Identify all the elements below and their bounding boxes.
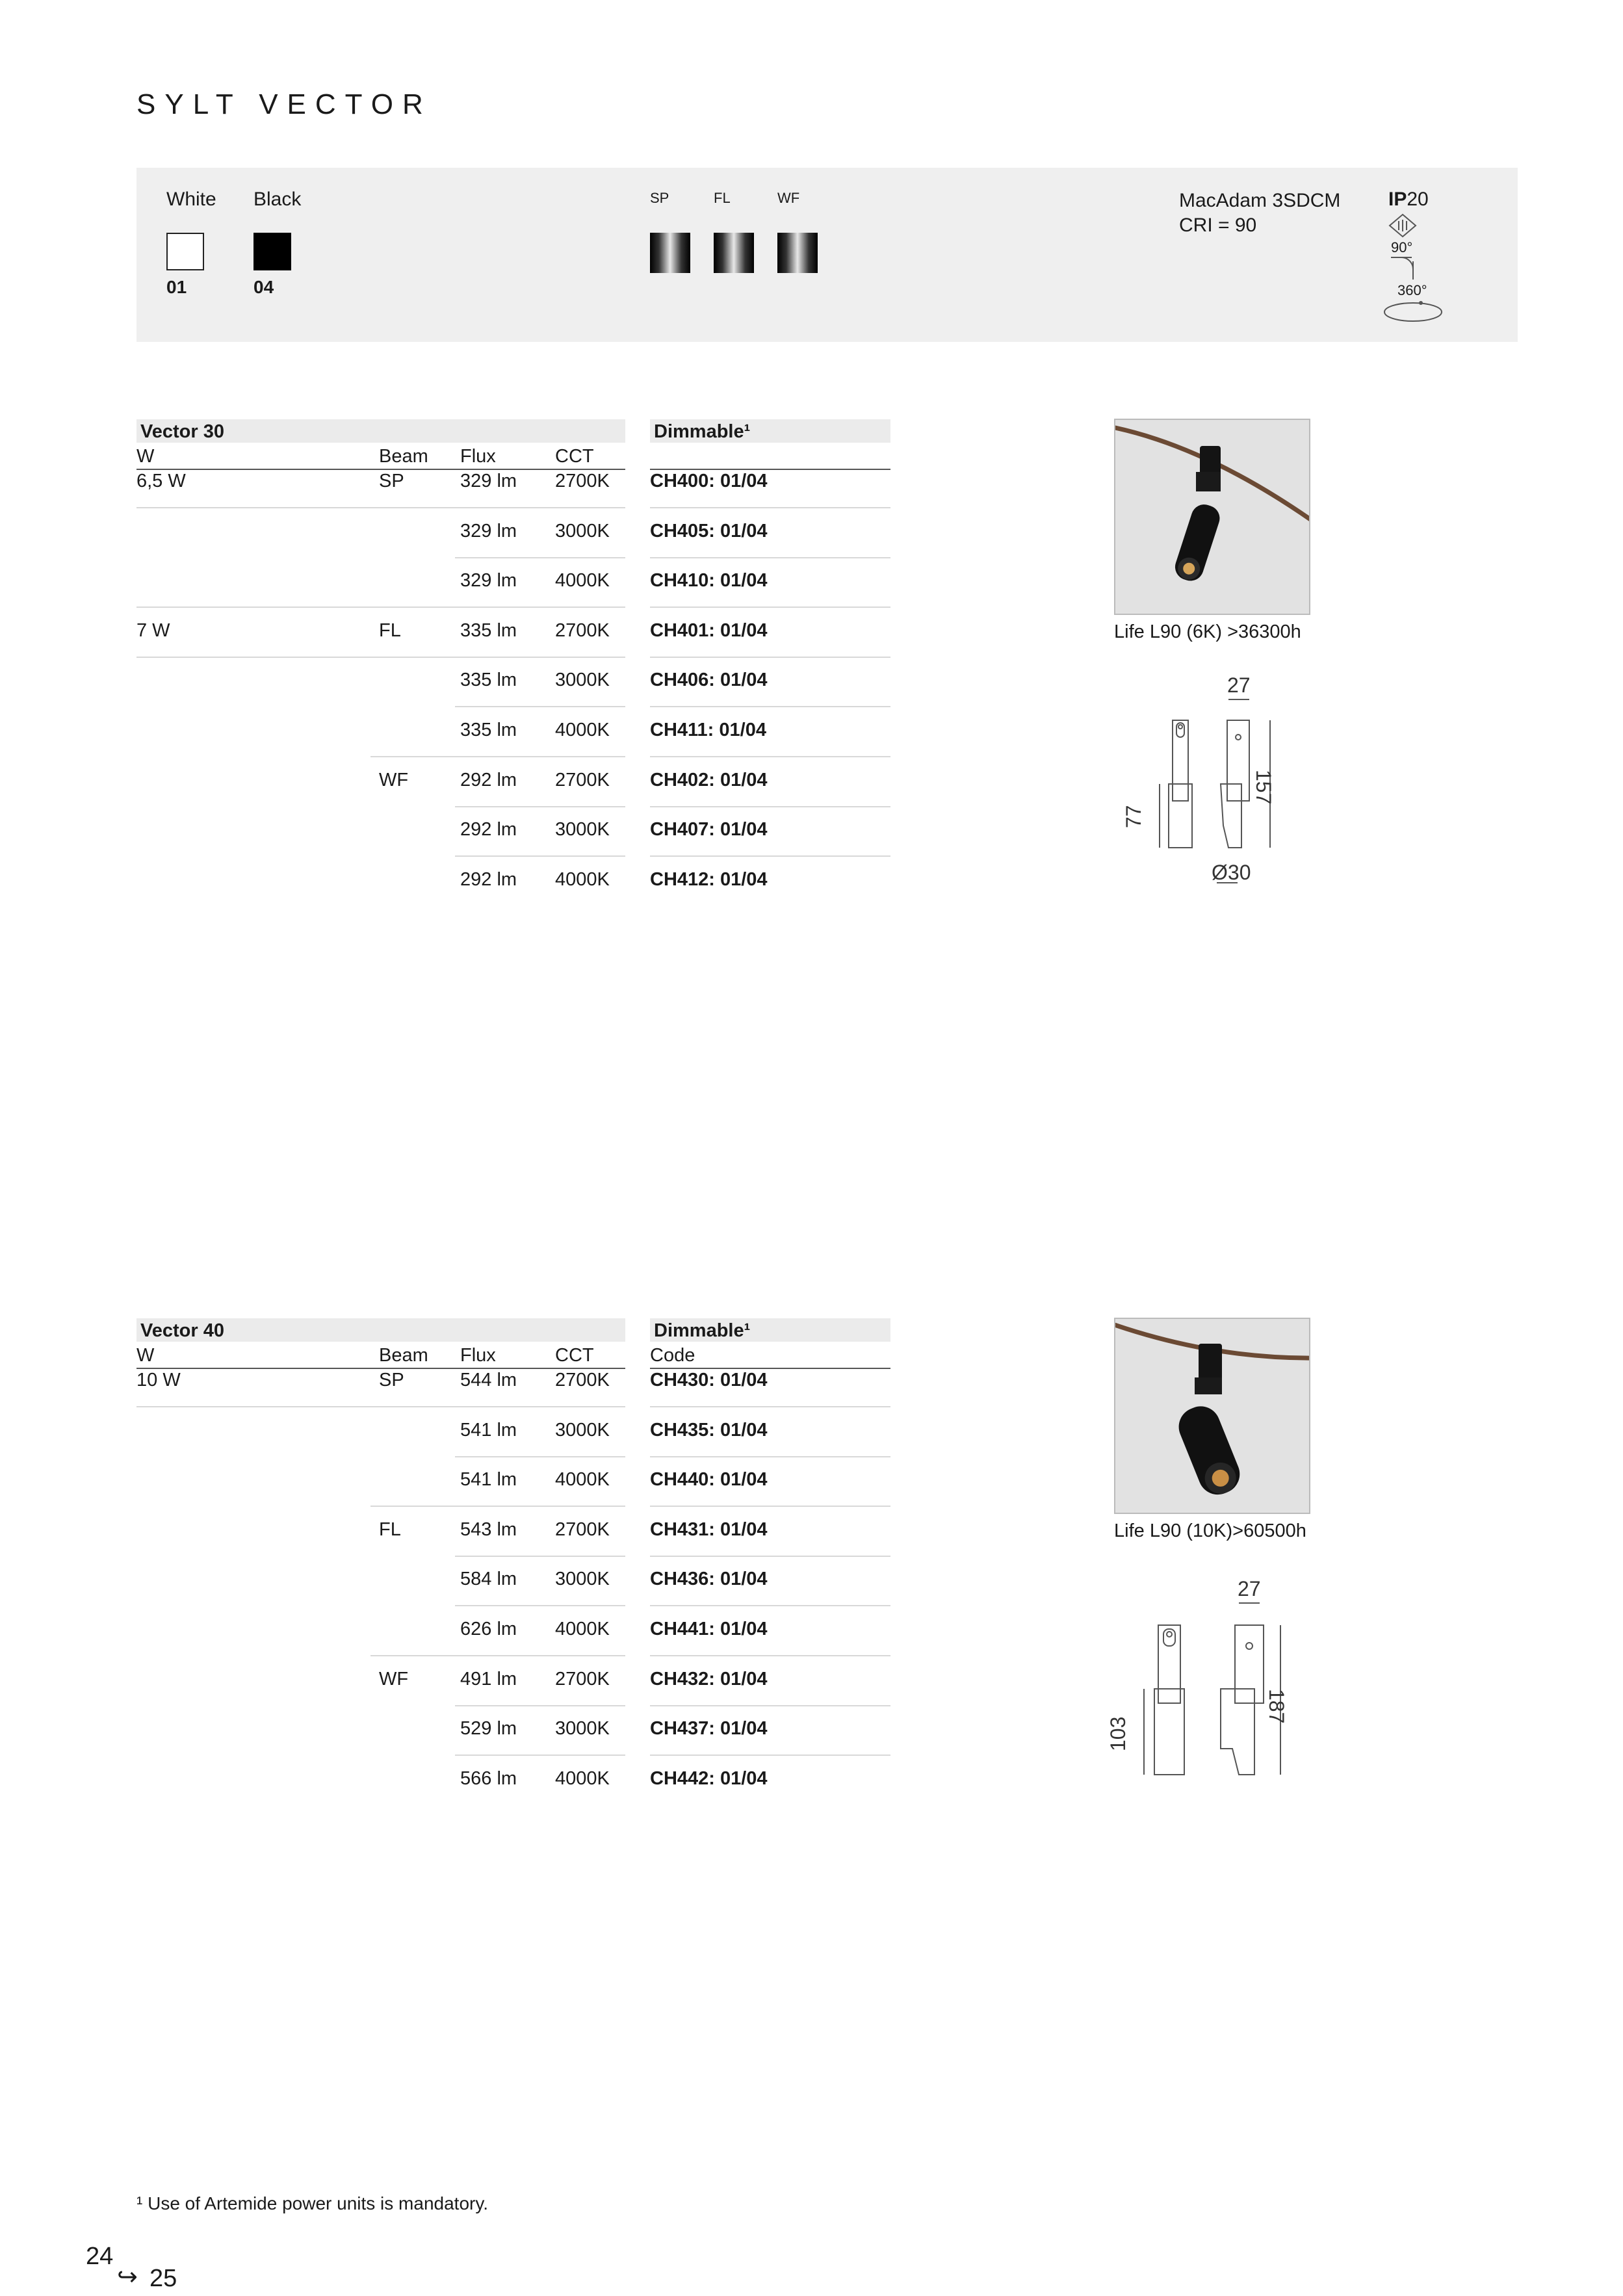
row-code: CH437: 01/04 <box>650 1718 768 1740</box>
row-flux: 335 lm <box>460 670 517 691</box>
row-flux: 529 lm <box>460 1718 517 1740</box>
rotation-icon <box>1382 298 1444 324</box>
row-cct: 3000K <box>555 1569 610 1590</box>
row-divider <box>455 855 625 857</box>
vector40-col-flux: Flux <box>460 1345 496 1366</box>
row-code: CH400: 01/04 <box>650 471 768 491</box>
row-beam: WF <box>379 1668 409 1689</box>
row-cct: 4000K <box>555 1768 610 1789</box>
vector40-dim-body: 103 <box>1106 1716 1130 1751</box>
vector30-dim-body: 77 <box>1122 805 1145 828</box>
color-label-white: White <box>166 189 216 210</box>
row-divider <box>455 806 625 807</box>
vector30-dimmable: Dimmable¹ <box>654 421 751 442</box>
vector40-dimension-drawing <box>1105 1573 1313 1794</box>
vector30-dim-width: 27 <box>1227 673 1251 697</box>
next-page-arrow-icon[interactable]: ↪ <box>117 2263 138 2291</box>
vector40-dim-width: 27 <box>1238 1577 1261 1600</box>
tilt-angle: 90° <box>1391 239 1413 255</box>
vector40-col-beam: Beam <box>379 1345 428 1366</box>
vector40-spotlight-image <box>1115 1319 1309 1513</box>
row-code: CH410: 01/04 <box>650 570 768 592</box>
row-divider <box>455 1605 625 1606</box>
vector30-product-photo <box>1114 419 1310 615</box>
vector40-dimmable: Dimmable¹ <box>654 1320 751 1341</box>
beam-label-fl: FL <box>714 190 731 206</box>
row-cct: 4000K <box>555 570 610 592</box>
row-code: CH406: 01/04 <box>650 670 768 691</box>
vector30-col-cct: CCT <box>555 446 594 467</box>
row-divider <box>370 1655 625 1656</box>
row-code: CH412: 01/04 <box>650 868 768 890</box>
row-divider <box>455 1556 625 1557</box>
swatch-black <box>253 233 291 270</box>
row-flux: 292 lm <box>460 769 517 790</box>
row-cct: 4000K <box>555 1619 610 1639</box>
page-title: SYLT VECTOR <box>136 88 432 120</box>
row-cct: 3000K <box>555 520 610 541</box>
beam-label-wf: WF <box>777 190 800 206</box>
beam-icon-fl <box>714 233 754 273</box>
cri-spec: CRI = 90 <box>1179 215 1257 236</box>
code-row-divider <box>650 1406 890 1407</box>
beam-icon-sp <box>650 233 690 273</box>
row-code: CH435: 01/04 <box>650 1419 768 1441</box>
row-flux: 544 lm <box>460 1370 517 1390</box>
ip-rating: IP20 <box>1388 189 1429 210</box>
code-row-divider <box>650 756 890 757</box>
vector30-name: Vector 30 <box>140 421 224 442</box>
beam-icon-wf <box>777 233 818 273</box>
rotation-angle: 360° <box>1397 282 1427 298</box>
row-beam: WF <box>379 769 409 790</box>
spec-bar <box>136 168 1518 342</box>
vector40-col-w: W <box>136 1345 155 1366</box>
row-watt: 7 W <box>136 620 170 641</box>
row-code: CH440: 01/04 <box>650 1469 768 1491</box>
row-flux: 329 lm <box>460 520 517 541</box>
row-cct: 4000K <box>555 720 610 740</box>
row-code: CH442: 01/04 <box>650 1768 768 1789</box>
row-flux: 292 lm <box>460 819 517 841</box>
row-code: CH436: 01/04 <box>650 1569 768 1590</box>
row-beam: SP <box>379 471 404 491</box>
vector30-header-rule <box>136 469 625 470</box>
row-cct: 4000K <box>555 1469 610 1491</box>
row-divider <box>136 507 625 508</box>
row-flux: 584 lm <box>460 1569 517 1590</box>
row-cct: 4000K <box>555 868 610 890</box>
row-cct: 3000K <box>555 819 610 841</box>
tilt-icon <box>1388 256 1418 282</box>
row-flux: 541 lm <box>460 1419 517 1441</box>
vector40-code-header-rule <box>650 1368 890 1369</box>
row-beam: SP <box>379 1370 404 1390</box>
vector30-life: Life L90 (6K) >36300h <box>1114 621 1301 642</box>
row-flux: 626 lm <box>460 1619 517 1639</box>
vector40-life: Life L90 (10K)>60500h <box>1114 1520 1306 1541</box>
row-code: CH430: 01/04 <box>650 1370 768 1390</box>
vector40-col-cct: CCT <box>555 1345 594 1366</box>
row-divider <box>455 557 625 558</box>
code-row-divider <box>650 1755 890 1756</box>
row-flux: 335 lm <box>460 620 517 641</box>
row-divider <box>136 1406 625 1407</box>
row-divider <box>136 607 625 608</box>
row-divider <box>370 756 625 757</box>
code-row-divider <box>650 1456 890 1457</box>
row-cct: 2700K <box>555 1370 610 1390</box>
color-code-black: 04 <box>253 277 274 297</box>
vector30-dim-diameter: Ø30 <box>1212 861 1251 884</box>
row-divider <box>455 1456 625 1457</box>
row-cct: 2700K <box>555 471 610 491</box>
row-code: CH401: 01/04 <box>650 620 768 641</box>
row-code: CH432: 01/04 <box>650 1668 768 1689</box>
vector30-col-w: W <box>136 446 155 467</box>
row-cct: 2700K <box>555 620 610 641</box>
row-beam: FL <box>379 620 401 641</box>
row-flux: 543 lm <box>460 1519 517 1540</box>
row-cct: 2700K <box>555 769 610 790</box>
swatch-white <box>166 233 204 270</box>
vector40-dim-height: 187 <box>1265 1689 1288 1724</box>
vector40-product-photo <box>1114 1318 1310 1514</box>
beam-label-sp: SP <box>650 190 669 206</box>
code-row-divider <box>650 706 890 707</box>
code-row-divider <box>650 1506 890 1507</box>
vector40-header-rule <box>136 1368 625 1369</box>
macadam-spec: MacAdam 3SDCM <box>1179 190 1341 211</box>
row-code: CH407: 01/04 <box>650 819 768 841</box>
row-divider <box>136 657 625 658</box>
vector40-name: Vector 40 <box>140 1320 224 1341</box>
row-watt: 6,5 W <box>136 471 186 491</box>
code-row-divider <box>650 806 890 807</box>
code-row-divider <box>650 1705 890 1706</box>
vector30-code-header-rule <box>650 469 890 470</box>
vector40-col-code: Code <box>650 1345 695 1366</box>
row-code: CH441: 01/04 <box>650 1619 768 1639</box>
row-code: CH411: 01/04 <box>650 720 766 740</box>
code-row-divider <box>650 507 890 508</box>
row-flux: 491 lm <box>460 1668 517 1689</box>
row-cct: 3000K <box>555 1419 610 1441</box>
code-row-divider <box>650 557 890 558</box>
code-row-divider <box>650 855 890 857</box>
color-label-black: Black <box>253 189 302 210</box>
color-code-white: 01 <box>166 277 187 297</box>
row-flux: 329 lm <box>460 471 517 491</box>
row-cct: 2700K <box>555 1519 610 1540</box>
code-row-divider <box>650 1556 890 1557</box>
row-divider <box>455 1755 625 1756</box>
next-page-link[interactable]: 25 <box>149 2265 177 2292</box>
row-divider <box>455 706 625 707</box>
row-flux: 566 lm <box>460 1768 517 1789</box>
code-row-divider <box>650 1605 890 1606</box>
row-divider <box>370 1506 625 1507</box>
vector30-col-flux: Flux <box>460 446 496 467</box>
row-watt: 10 W <box>136 1370 181 1390</box>
code-row-divider <box>650 607 890 608</box>
row-cct: 2700K <box>555 1668 610 1689</box>
row-code: CH431: 01/04 <box>650 1519 768 1540</box>
row-flux: 329 lm <box>460 570 517 592</box>
row-code: CH405: 01/04 <box>650 520 768 541</box>
row-flux: 541 lm <box>460 1469 517 1491</box>
row-beam: FL <box>379 1519 401 1540</box>
footnote: ¹ Use of Artemide power units is mandatory. <box>136 2193 489 2213</box>
row-flux: 292 lm <box>460 868 517 890</box>
row-divider <box>455 1705 625 1706</box>
page-number: 24 <box>86 2243 114 2270</box>
vector30-spotlight-image <box>1115 420 1309 614</box>
vector30-col-beam: Beam <box>379 446 428 467</box>
row-cct: 3000K <box>555 670 610 691</box>
row-code: CH402: 01/04 <box>650 769 768 790</box>
row-cct: 3000K <box>555 1718 610 1740</box>
vector30-dimension-drawing <box>1105 670 1313 891</box>
code-row-divider <box>650 1655 890 1656</box>
vector30-dim-height: 157 <box>1252 770 1275 805</box>
ip-diamond-icon <box>1388 213 1417 238</box>
row-flux: 335 lm <box>460 720 517 740</box>
code-row-divider <box>650 657 890 658</box>
